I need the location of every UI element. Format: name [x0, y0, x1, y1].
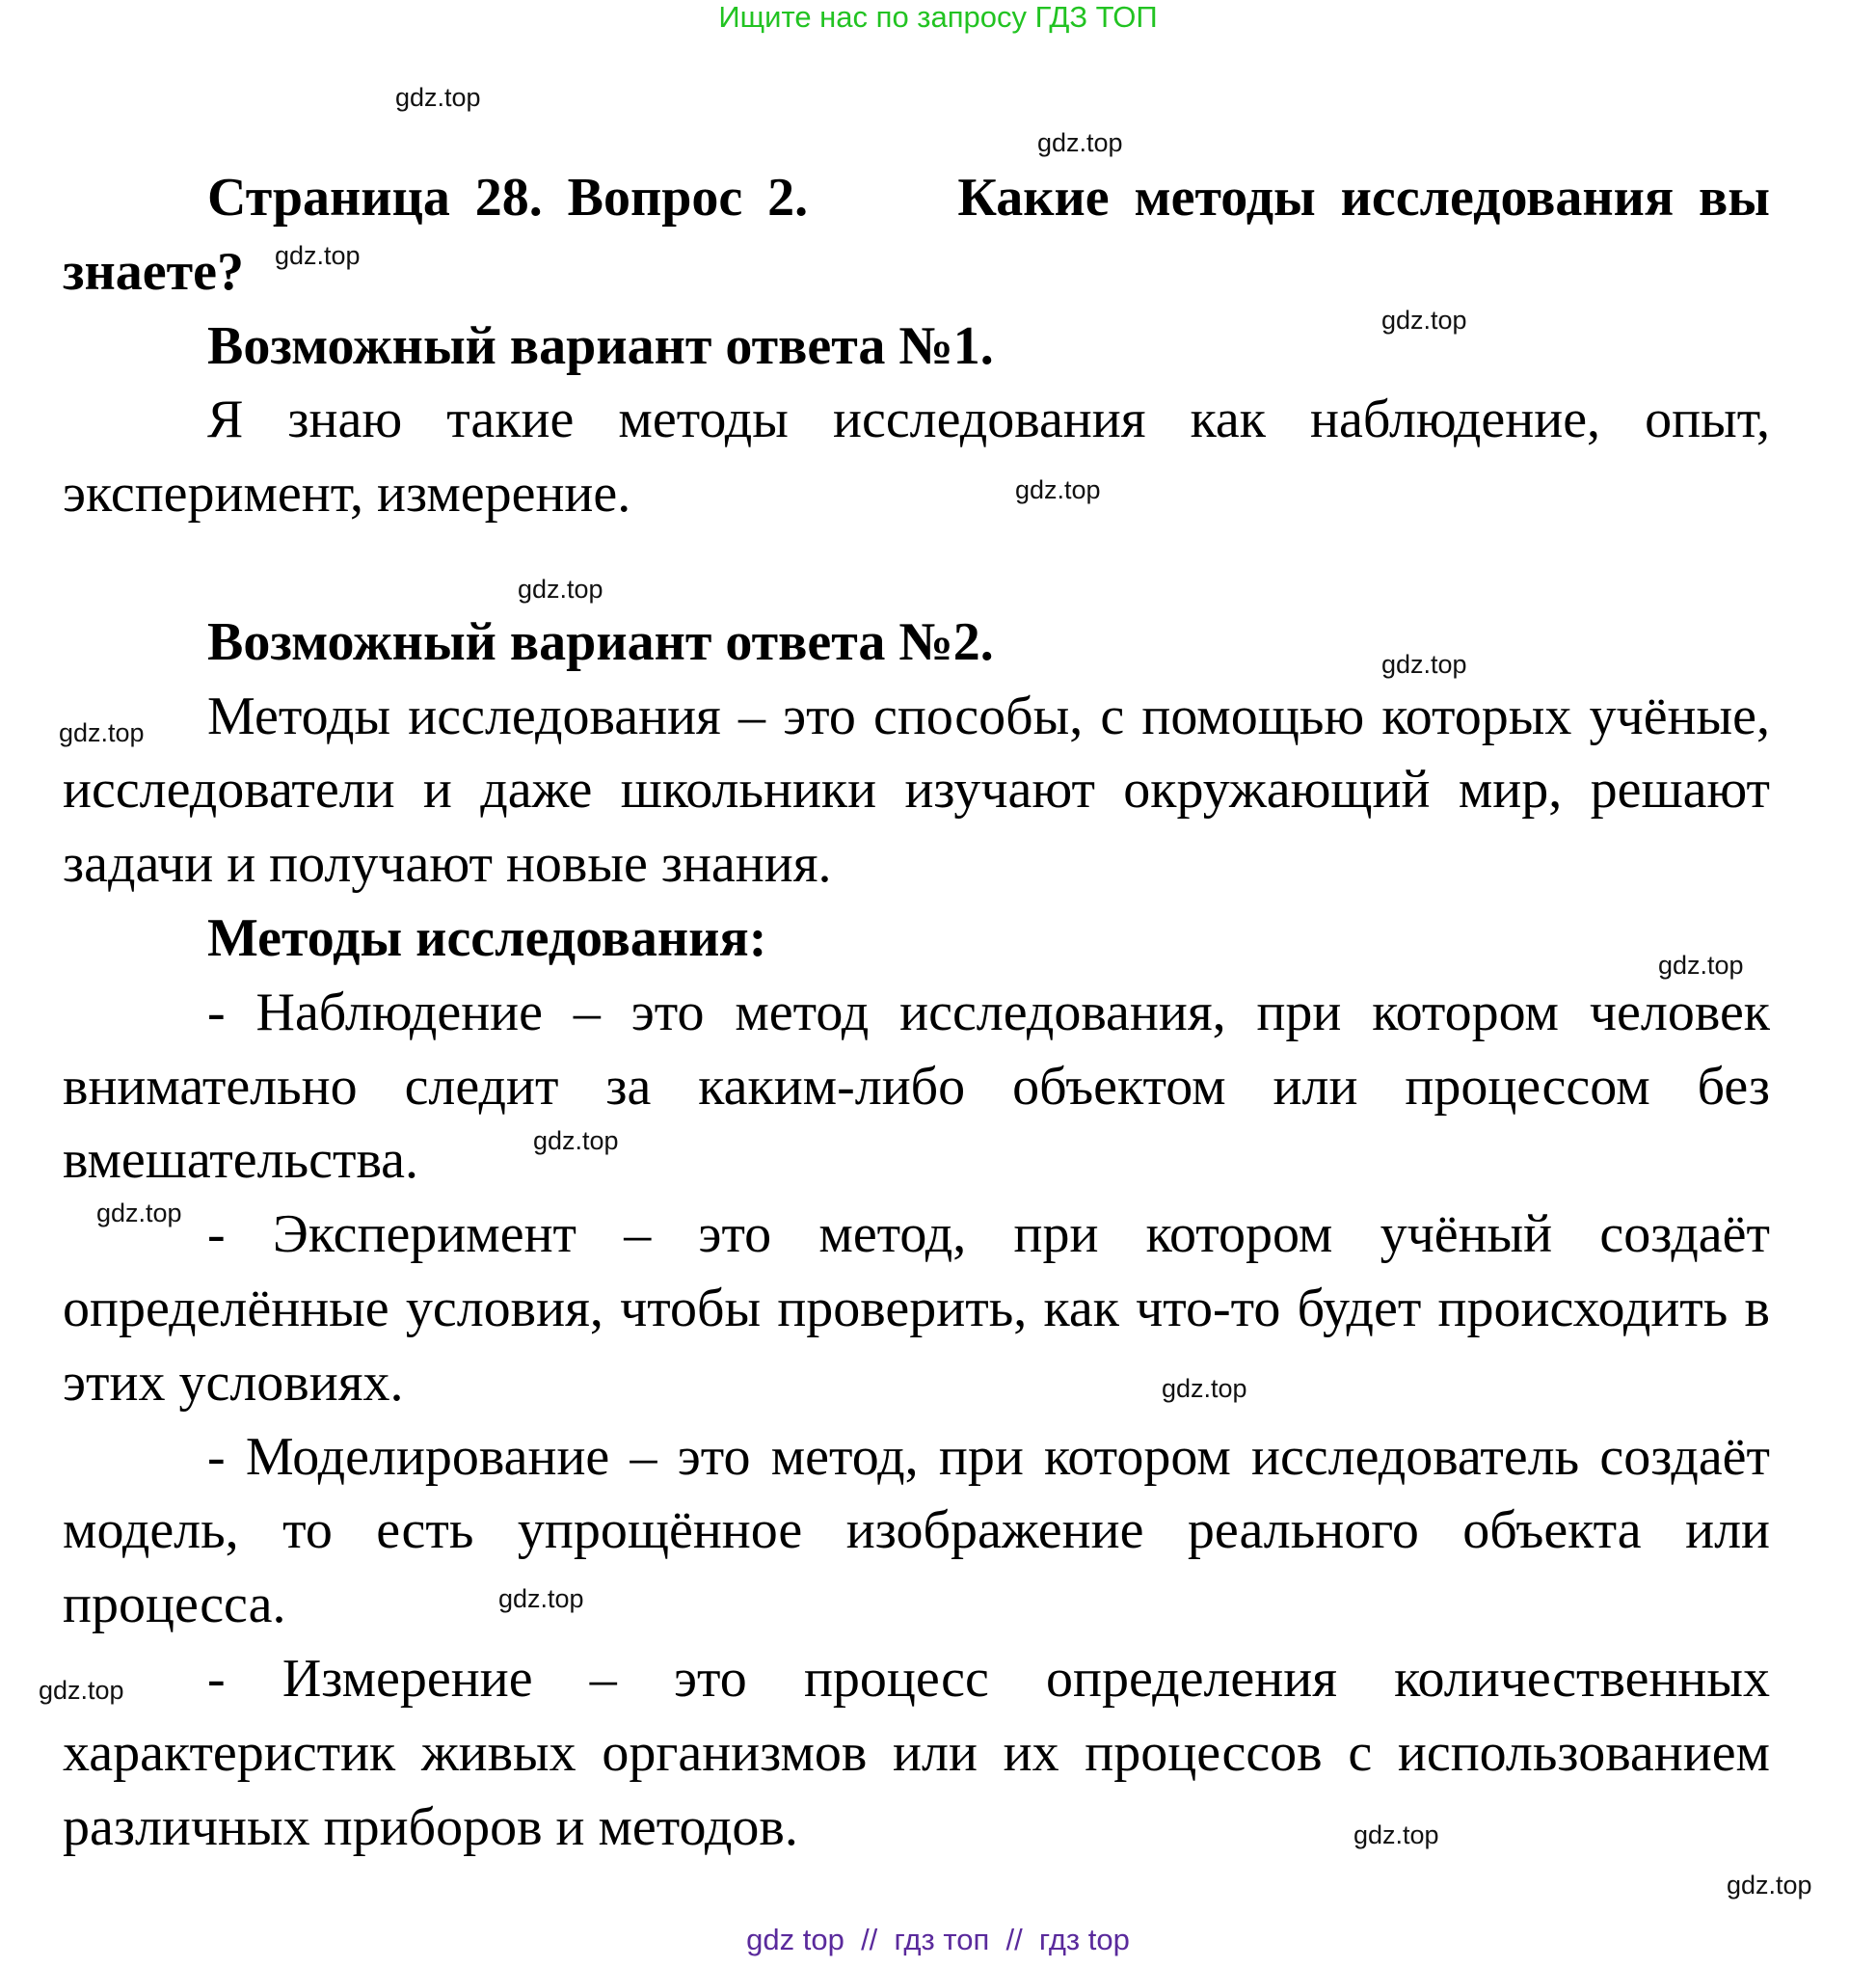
watermark: gdz.top	[1353, 1820, 1439, 1849]
method-item: - Моделирование – это метод, при котором исследователь создаёт модель, то есть упрощённое изображение реального объекта или процесса.	[63, 1426, 1770, 1635]
watermark: gdz.top	[533, 1126, 619, 1155]
methods-heading: Методы исследования:	[207, 907, 767, 968]
answer-document	[63, 161, 1783, 1864]
watermark: gdz.top	[1015, 475, 1101, 504]
method-item: - Измерение – это процесс определения количественных характеристик живых организмов или их процессов с использованием различных приборов и методов.	[63, 1648, 1770, 1857]
watermark: gdz.top	[59, 718, 145, 747]
answer-2-heading: Возможный вариант ответа №2.	[207, 611, 994, 672]
watermark: gdz.top	[1658, 951, 1744, 980]
watermark: gdz.top	[498, 1584, 584, 1613]
watermark: gdz.top	[275, 241, 361, 270]
answer-1-text: Я знаю такие методы исследования как наблюдение, опыт, эксперимент, измерение.	[63, 390, 1770, 525]
watermark: gdz.top	[1381, 650, 1467, 679]
method-item: - Эксперимент – это метод, при котором учёный создаёт определённые условия, чтобы проверить, как что-то будет происходить в этих условиях.	[63, 1204, 1770, 1413]
page-title: Страница 28. Вопрос 2. Какие методы исследования вы знаете?	[63, 168, 1783, 302]
watermark: gdz.top	[1162, 1374, 1247, 1403]
watermark: gdz.top	[395, 83, 481, 112]
search-banner: Ищите нас по запросу ГДЗ ТОП	[718, 0, 1158, 34]
answer-1-heading: Возможный вариант ответа №1.	[207, 315, 994, 376]
footer-banner: gdz top // гдз топ // гдз top	[746, 1923, 1130, 1956]
watermark: gdz.top	[96, 1199, 182, 1227]
method-item: - Наблюдение – это метод исследования, при котором человек внимательно следит за каким-либо объектом или процессом без вмешательства.	[63, 982, 1770, 1191]
watermark: gdz.top	[1727, 1871, 1812, 1900]
watermark: gdz.top	[1037, 128, 1123, 157]
spacer	[63, 531, 1770, 606]
watermark: gdz.top	[39, 1676, 124, 1705]
watermark: gdz.top	[518, 575, 603, 604]
answer-2-intro: Методы исследования – это способы, с помощью которых учёные, исследователи и даже школьники изучают окружающий мир, решают задачи и получают новые знания.	[63, 686, 1770, 895]
watermark: gdz.top	[1381, 306, 1467, 335]
